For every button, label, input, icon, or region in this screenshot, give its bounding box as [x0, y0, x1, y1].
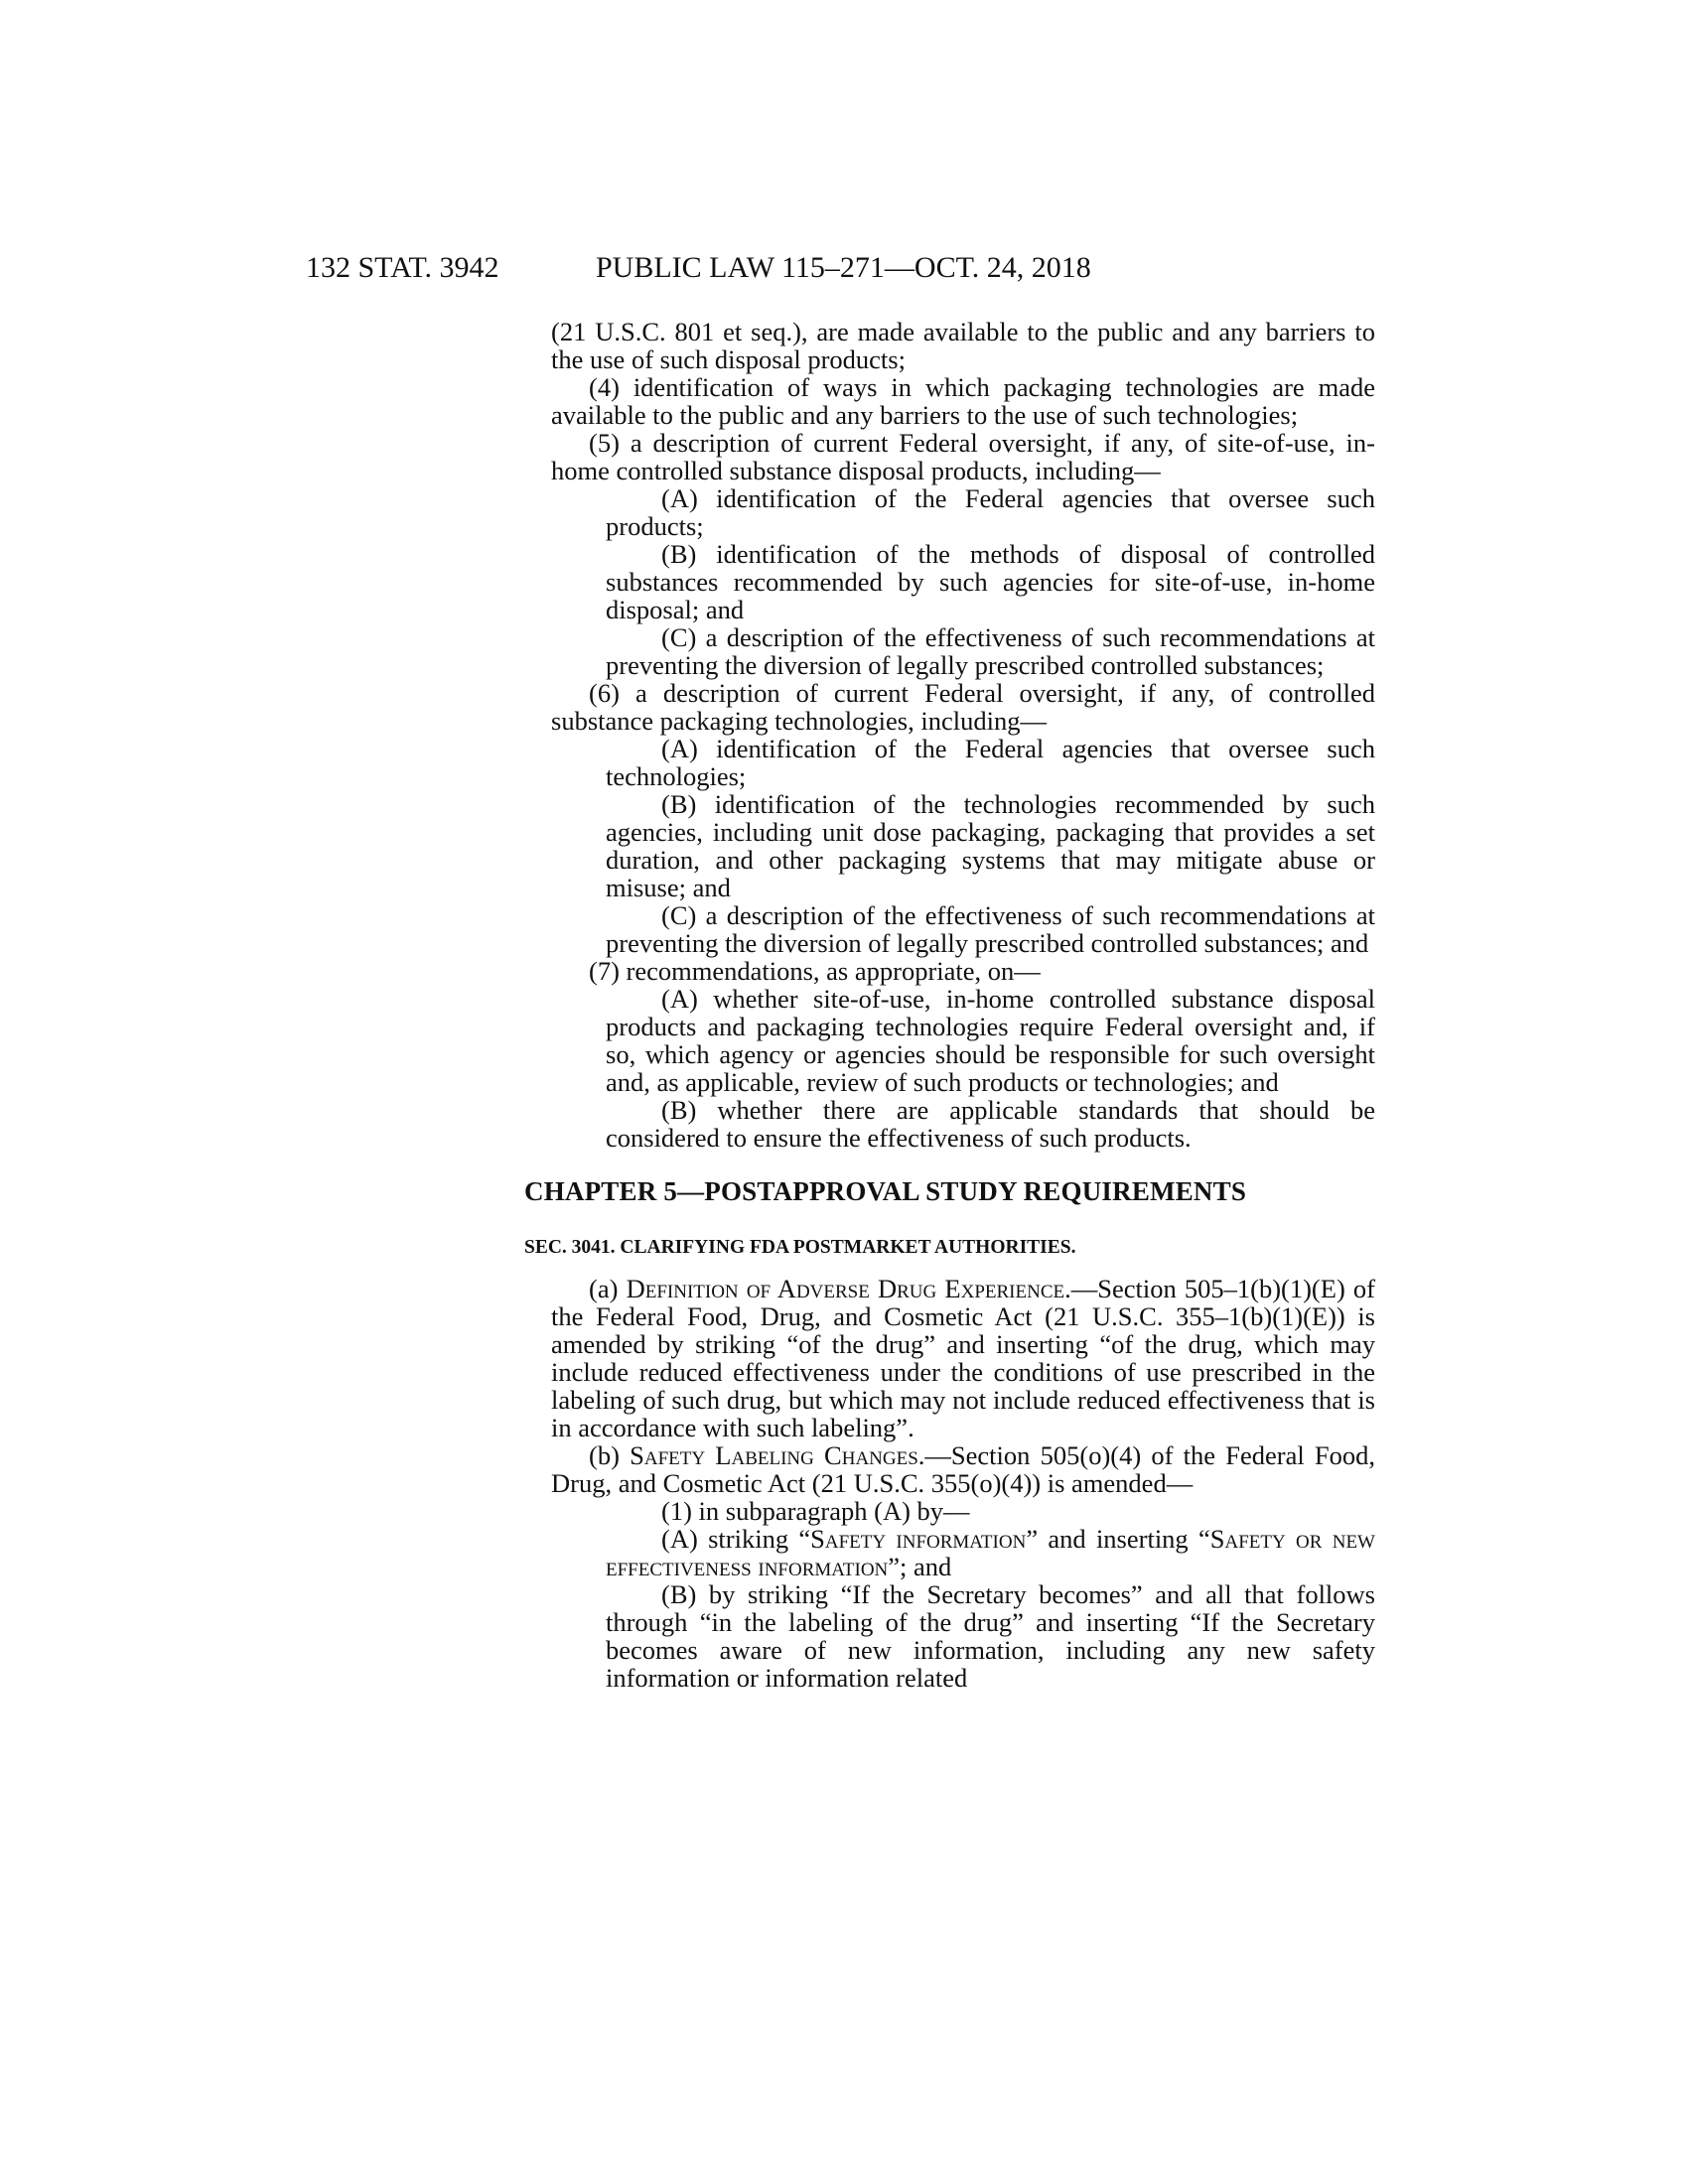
subsection-b	[551, 1441, 1375, 1497]
subsection-b-label: (b)	[589, 1440, 620, 1470]
paragraph-continuation: (21 U.S.C. 801 et seq.), are made available to the public and any barriers to the use of such disposal products;	[551, 317, 1375, 374]
small-caps-quote-2: Safety or new effectiveness information	[606, 1524, 1375, 1581]
subsection-b-1-A	[551, 1525, 1375, 1580]
subparagraph-7-B: (B) whether there are applicable standards that should be considered to ensure the effectiveness of such products.	[606, 1095, 1375, 1153]
text-fragment: (A) striking “	[661, 1524, 811, 1554]
subparagraph-5-A: (A) identification of the Federal agencies that oversee such products;	[606, 483, 1375, 541]
paragraph-5: (5) a description of current Federal oversight, if any, of site-of-use, in-home controlled substance disposal products, including—	[551, 428, 1375, 485]
page-header	[0, 248, 1688, 288]
subsection-a-heading: Definition of Adverse Drug Experience	[626, 1274, 1065, 1303]
subsection-a	[551, 1275, 1375, 1441]
subsection-b-heading: Safety Labeling Changes	[630, 1440, 918, 1470]
subsection-a-text: .—Section 505–1(b)(1)(E) of the Federal Food, Drug, and Cosmetic Act (21 U.S.C. 355–1(b)(1)(E)) is amended by striking “of the drug” and inserting “of the drug, which may include reduced effectiveness under the conditions of use prescribed in the labeling of such drug, but which may not include reduced effectiveness that is in accordance with such labeling”.	[551, 1274, 1376, 1442]
subsection-b-paragraph-1: (1) in subparagraph (A) by—	[661, 1496, 970, 1526]
section-heading: SEC. 3041. CLARIFYING FDA POSTMARKET AUTHORITIES.	[524, 1237, 1076, 1258]
subparagraph-6-C: (C) a description of the effectiveness of such recommendations at preventing the diversion of legally prescribed controlled substances; and	[606, 900, 1375, 958]
subparagraph-5-B: (B) identification of the methods of disposal of controlled substances recommended by such agencies for site-of-use, in-home disposal; and	[606, 539, 1375, 624]
small-caps-quote-1: Safety information	[810, 1524, 1027, 1554]
chapter-heading: CHAPTER 5—POSTAPPROVAL STUDY REQUIREMENTS	[524, 1176, 1247, 1206]
paragraph-7: (7) recommendations, as appropriate, on—	[589, 956, 1041, 986]
subsection-a-label: (a)	[589, 1274, 619, 1303]
subsection-b-1-B: (B) by striking “If the Secretary becomes” and all that follows through “in the labeling of the drug” and inserting “If the Secretary becomes aware of new information, including any new safety information or information related	[606, 1579, 1375, 1693]
text-fragment: ” and inserting “	[1026, 1524, 1210, 1554]
subparagraph-5-C: (C) a description of the effectiveness of such recommendations at preventing the diversion of legally prescribed controlled substances;	[606, 622, 1375, 680]
public-law-title: PUBLIC LAW 115–271—OCT. 24, 2018	[596, 251, 1091, 284]
document-body	[524, 317, 1376, 1693]
statute-page-reference: 132 STAT. 3942	[306, 251, 499, 284]
paragraph-4: (4) identification of ways in which packaging technologies are made available to the public and any barriers to the use of such technologies;	[551, 372, 1375, 430]
paragraph-6: (6) a description of current Federal oversight, if any, of controlled substance packaging technologies, including—	[551, 678, 1375, 736]
subparagraph-6-A: (A) identification of the Federal agencies that oversee such technologies;	[606, 734, 1375, 791]
subparagraph-7-A: (A) whether site-of-use, in-home controlled substance disposal products and packaging technologies require Federal oversight and, if so, which agency or agencies should be responsible for such oversight and, as applicable, review of such products or technologies; and	[606, 984, 1375, 1097]
text-fragment: ”; and	[888, 1552, 952, 1581]
subsection-b-text: .—Section 505(o)(4) of the Federal Food, Drug, and Cosmetic Act (21 U.S.C. 355(o)(4)) is amended—	[551, 1440, 1376, 1498]
subparagraph-6-B: (B) identification of the technologies recommended by such agencies, including unit dose packaging, packaging that provides a set duration, and other packaging systems that may mitigate abuse or misuse; and	[606, 789, 1375, 902]
